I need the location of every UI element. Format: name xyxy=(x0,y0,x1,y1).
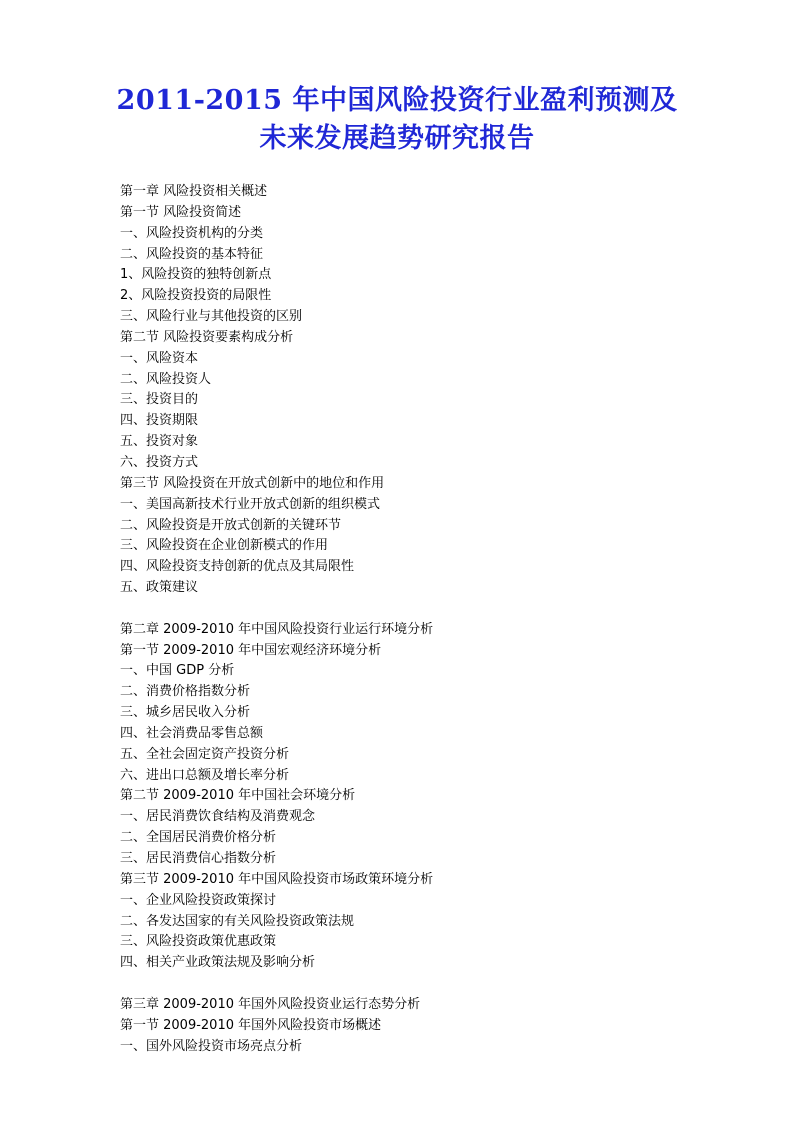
toc-section: 第一节 2009-2010 年中国宏观经济环境分析 xyxy=(120,642,382,658)
toc-item: 四、相关产业政策法规及影响分析 xyxy=(120,955,316,971)
toc-item: 二、风险投资是开放式创新的关键环节 xyxy=(120,517,342,533)
toc-item: 四、社会消费品零售总额 xyxy=(120,725,264,741)
document-title xyxy=(0,82,794,158)
toc-section: 第一节 风险投资简述 xyxy=(120,204,242,220)
toc-item: 1、风险投资的独特创新点 xyxy=(120,267,272,283)
toc-item: 二、风险投资人 xyxy=(120,371,212,387)
toc-item: 一、风险投资机构的分类 xyxy=(120,225,264,241)
toc-item: 一、美国高新技术行业开放式创新的组织模式 xyxy=(120,496,381,512)
toc-item: 五、政策建议 xyxy=(120,580,199,596)
toc-item: 二、消费价格指数分析 xyxy=(120,684,251,700)
title-line-2: 未来发展趋势研究报告 xyxy=(259,123,535,154)
toc-section: 第二节 风险投资要素构成分析 xyxy=(120,329,294,345)
toc-item: 二、各发达国家的有关风险投资政策法规 xyxy=(120,913,355,929)
toc-section: 第三节 2009-2010 年中国风险投资市场政策环境分析 xyxy=(120,871,434,887)
title-line-1: 2011-2015 年中国风险投资行业盈利预测及 xyxy=(116,85,678,116)
toc-item: 一、国外风险投资市场亮点分析 xyxy=(120,1038,303,1054)
toc-chapter: 第三章 2009-2010 年国外风险投资业运行态势分析 xyxy=(120,996,421,1012)
toc-section: 第一节 2009-2010 年国外风险投资市场概述 xyxy=(120,1017,382,1033)
toc-item: 三、风险投资政策优惠政策 xyxy=(120,934,277,950)
toc-section: 第二节 2009-2010 年中国社会环境分析 xyxy=(120,788,356,804)
toc-chapter: 第二章 2009-2010 年中国风险投资行业运行环境分析 xyxy=(120,621,434,637)
toc-item: 三、居民消费信心指数分析 xyxy=(120,851,277,866)
toc-item: 一、企业风险投资政策探讨 xyxy=(120,892,277,908)
toc-item: 三、投资目的 xyxy=(120,392,199,408)
table-of-contents xyxy=(120,182,760,1057)
toc-item: 六、进出口总额及增长率分析 xyxy=(120,767,290,783)
toc-section: 第三节 风险投资在开放式创新中的地位和作用 xyxy=(120,475,385,491)
blank-line xyxy=(120,974,760,995)
toc-item: 五、全社会固定资产投资分析 xyxy=(120,746,290,762)
blank-line xyxy=(120,599,760,620)
toc-item: 二、全国居民消费价格分析 xyxy=(120,830,277,846)
toc-item: 一、中国 GDP 分析 xyxy=(120,663,235,679)
toc-item: 三、城乡居民收入分析 xyxy=(120,705,251,721)
toc-item: 一、风险资本 xyxy=(120,350,199,366)
toc-item: 四、风险投资支持创新的优点及其局限性 xyxy=(120,559,355,575)
toc-chapter: 第一章 风险投资相关概述 xyxy=(120,184,268,199)
toc-item: 二、风险投资的基本特征 xyxy=(120,246,264,262)
toc-item: 三、风险行业与其他投资的区别 xyxy=(120,309,303,325)
toc-item: 四、投资期限 xyxy=(120,413,199,429)
toc-item: 一、居民消费饮食结构及消费观念 xyxy=(120,809,316,825)
toc-item: 三、风险投资在企业创新模式的作用 xyxy=(120,538,329,554)
toc-item: 2、风险投资投资的局限性 xyxy=(120,288,272,304)
toc-item: 五、投资对象 xyxy=(120,434,199,450)
toc-item: 六、投资方式 xyxy=(120,454,199,470)
